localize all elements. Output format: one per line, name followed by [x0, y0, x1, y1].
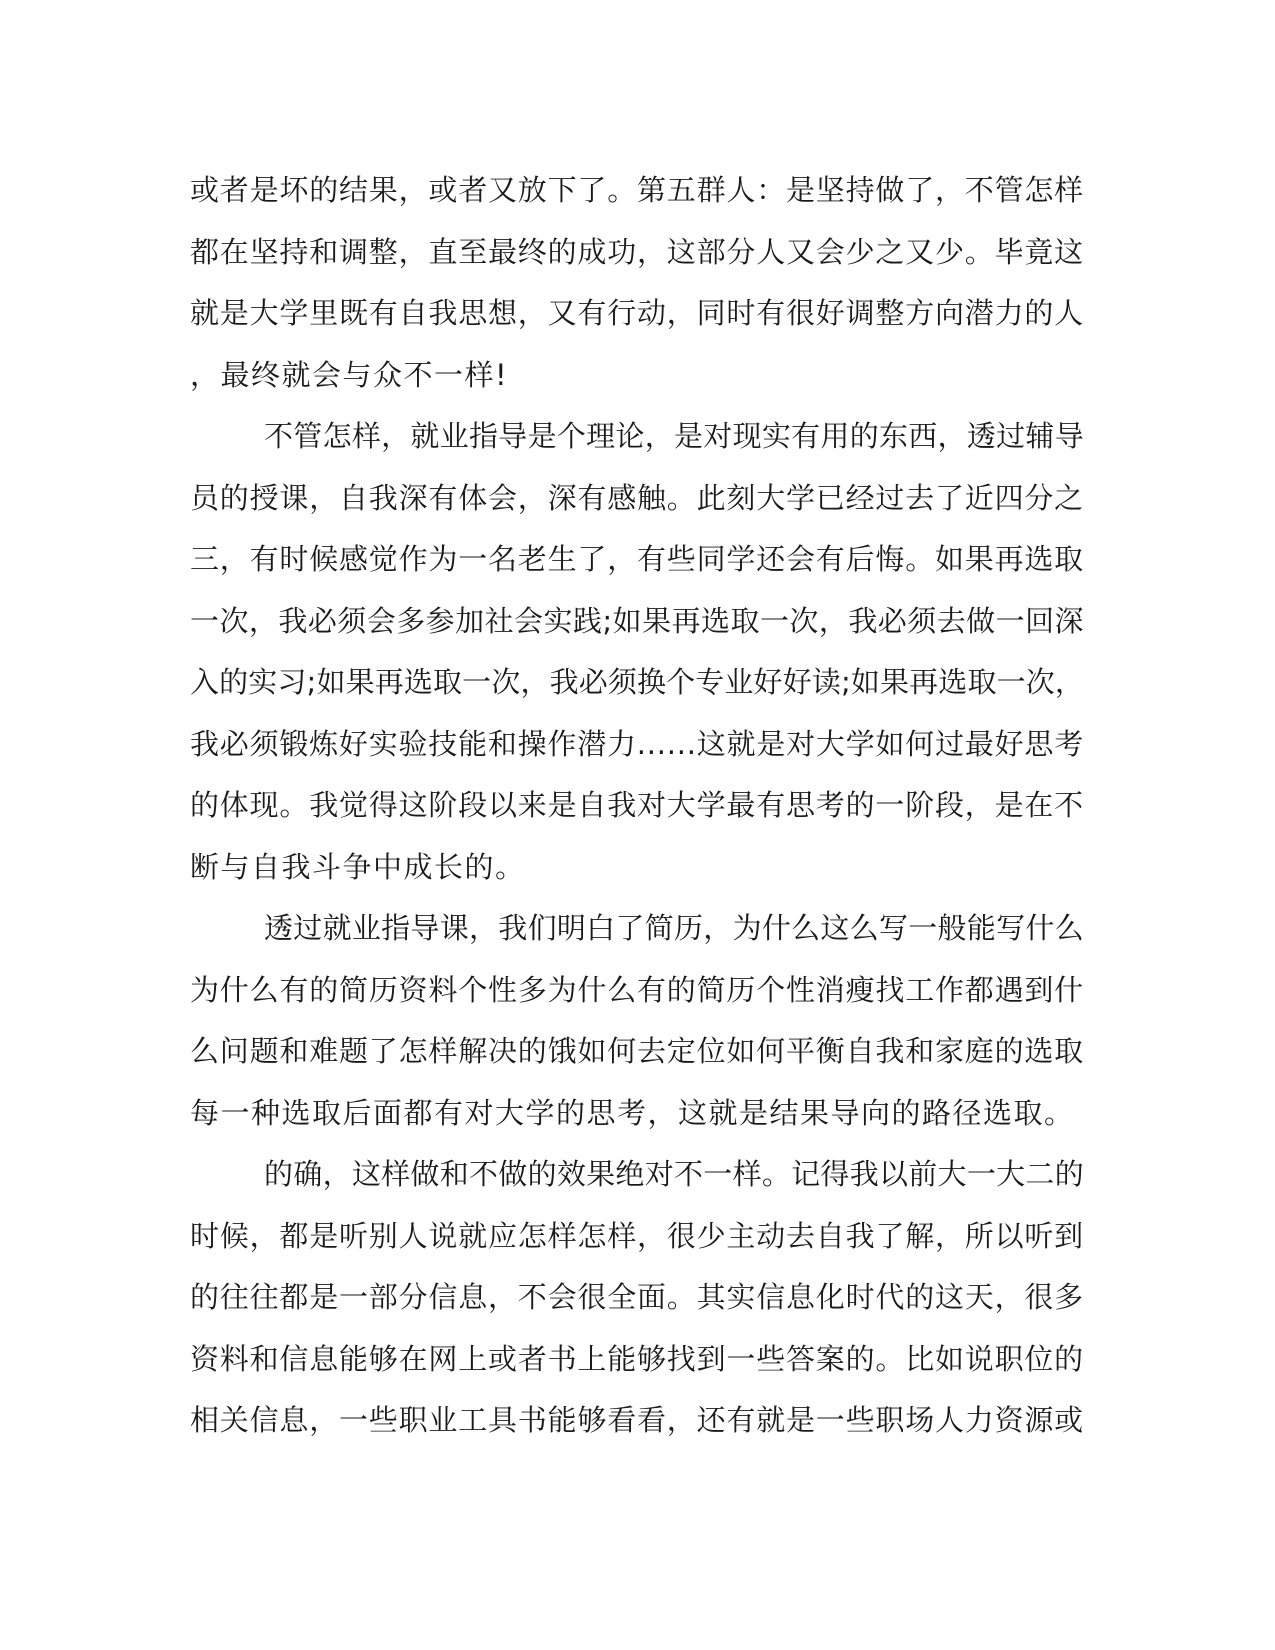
text-line: 的往往都是一部分信息，不会很全面。其实信息化时代的这天，很多: [190, 1280, 1084, 1314]
text-line: 么问题和难题了怎样解决的饿如何去定位如何平衡自我和家庭的选取: [190, 1034, 1084, 1068]
text-line: 员的授课，自我深有体会，深有感触。此刻大学已经过去了近四分之: [190, 480, 1084, 515]
text-line: 时候，都是听别人说就应怎样怎样，很少主动去自我了解，所以听到: [190, 1218, 1084, 1253]
text-line: 就是大学里既有自我思想，又有行动，同时有很好调整方向潜力的人: [190, 296, 1084, 330]
text-line: 为什么有的简历资料个性多为什么有的简历个性消瘦找工作都遇到什: [190, 972, 1084, 1007]
text-line: 断与自我斗争中成长的。: [190, 849, 526, 884]
text-line: 资料和信息能够在网上或者书上能够找到一些答案的。比如说职位的: [190, 1341, 1084, 1376]
text-line: 一次，我必须会多参加社会实践;如果再选取一次，我必须去做一回深: [190, 603, 1084, 638]
paragraph-first-line: 透过就业指导课，我们明白了简历，为什么这么写一般能写什么: [264, 911, 1084, 945]
text-line: 或者是坏的结果，或者又放下了。第五群人：是坚持做了，不管怎样: [190, 173, 1084, 207]
text-line: 每一种选取后面都有对大学的思考，这就是结果导向的路径选取。: [190, 1095, 1075, 1130]
text-line: 相关信息，一些职业工具书能够看看，还有就是一些职场人力资源或: [190, 1403, 1084, 1437]
text-line: 都在坚持和调整，直至最终的成功，这部分人又会少之又少。毕竟这: [190, 234, 1084, 269]
paragraph-first-line: 的确，这样做和不做的效果绝对不一样。记得我以前大一大二的: [264, 1157, 1084, 1191]
text-line: 的体现。我觉得这阶段以来是自我对大学最有思考的一阶段，是在不: [190, 788, 1084, 822]
text-line: 我必须锻炼好实验技能和操作潜力......这就是对大学如何过最好思考: [190, 726, 1084, 761]
text-line: 入的实习;如果再选取一次，我必须换个专业好好读;如果再选取一次，: [190, 665, 1084, 699]
body-text: [190, 160, 1084, 1452]
text-line: 三，有时候感觉作为一名老生了，有些同学还会有后悔。如果再选取: [190, 542, 1084, 576]
text-line: ，最终就会与众不一样!: [190, 357, 509, 392]
paragraph-first-line: 不管怎样，就业指导是个理论，是对现实有用的东西，透过辅导: [264, 419, 1084, 453]
